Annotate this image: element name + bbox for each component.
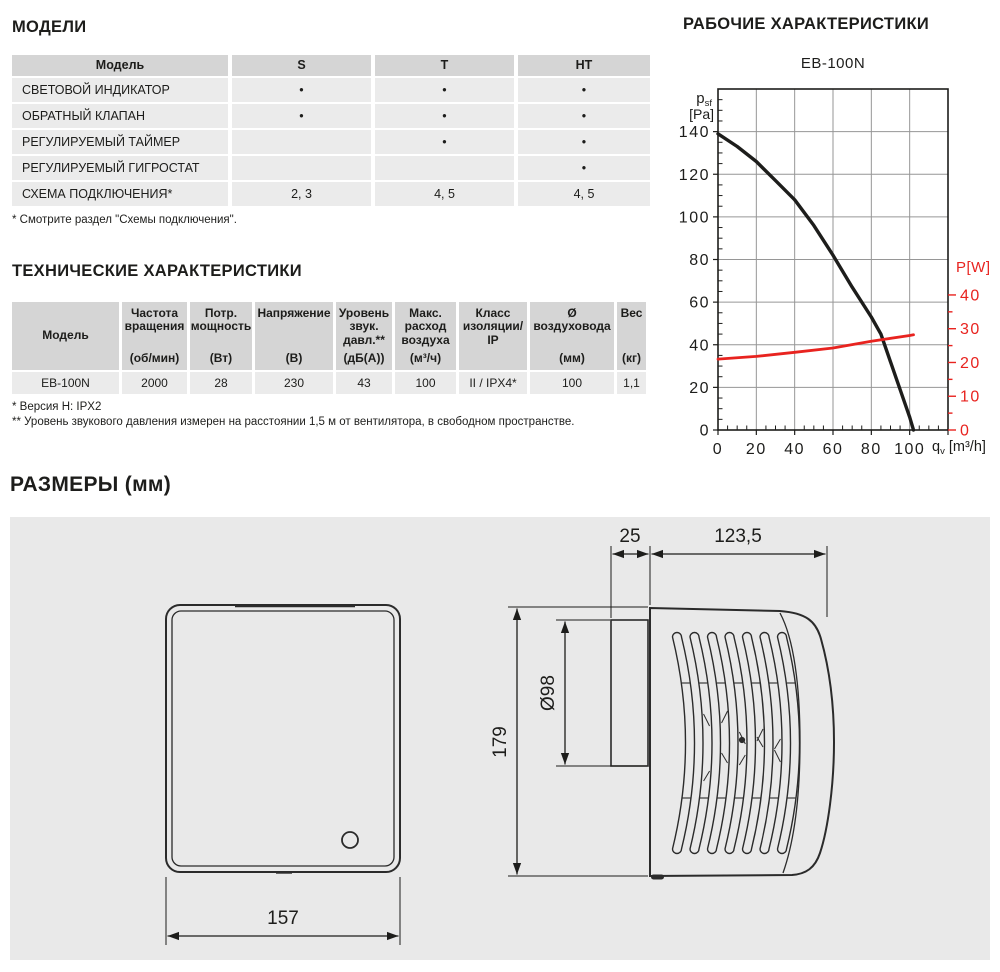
column-header: HT (518, 55, 650, 76)
dimension-label-duct-diameter: Ø98 (538, 675, 559, 711)
duct-spigot (611, 620, 648, 766)
column-header: Напряжение (В) (255, 302, 333, 370)
dimensions-panel (10, 517, 990, 960)
column-header: Вес (кг) (617, 302, 646, 370)
row-label: СХЕМА ПОДКЛЮЧЕНИЯ* (12, 182, 228, 206)
svg-text:20: 20 (960, 354, 981, 372)
column-header: Модель (12, 302, 119, 370)
table-cell (375, 156, 514, 180)
svg-text:60: 60 (822, 440, 844, 458)
table-cell (232, 130, 371, 154)
models-footnote: * Смотрите раздел "Схемы подключения". (12, 213, 237, 226)
column-header: Уровень звук. давл.** (дБ(А)) (336, 302, 392, 370)
dimension-label-body-depth: 123,5 (714, 526, 762, 547)
column-header: Частота вращения (об/мин) (122, 302, 187, 370)
performance-section (660, 16, 1000, 466)
dimension-height (508, 607, 648, 876)
table-cell: 100 (395, 372, 456, 394)
indicator-light (342, 832, 358, 848)
foot (651, 875, 664, 880)
table-cell: • (518, 156, 650, 180)
performance-chart (660, 46, 1000, 466)
column-header: Модель (12, 55, 228, 76)
table-cell: • (518, 78, 650, 102)
svg-text:0: 0 (699, 422, 710, 439)
table-cell: 230 (255, 372, 333, 394)
table-cell: 28 (190, 372, 252, 394)
svg-text:10: 10 (960, 388, 981, 406)
front-view (166, 605, 400, 873)
table-cell: 4, 5 (375, 182, 514, 206)
svg-text:qv [m³/h]: $q_v$ [m³/h] (932, 438, 986, 457)
table-cell (232, 156, 371, 180)
row-label: СВЕТОВОЙ ИНДИКАТОР (12, 78, 228, 102)
side-view (611, 608, 834, 880)
dimension-label-height: 179 (490, 726, 511, 758)
svg-text:40: 40 (689, 336, 710, 354)
svg-text:20: 20 (689, 379, 710, 397)
table-cell: • (232, 104, 371, 128)
column-header: Потр. мощность (Вт) (190, 302, 252, 370)
dimensions-section (10, 470, 990, 960)
svg-text:40: 40 (784, 440, 806, 458)
dimensions-drawing (10, 517, 990, 960)
tech-footnote: ** Уровень звукового давления измерен на расстоянии 1,5 м от вентилятора, в свободном пространстве. (12, 416, 575, 429)
row-label: ОБРАТНЫЙ КЛАПАН (12, 104, 228, 128)
row-label: РЕГУЛИРУЕМЫЙ ТАЙМЕР (12, 130, 228, 154)
svg-text:100: 100 (894, 440, 926, 458)
svg-text:EB-100N: EB-100N (800, 54, 866, 72)
tech-table (12, 302, 648, 394)
table-cell-model: EB-100N (12, 372, 119, 394)
svg-text:80: 80 (860, 440, 882, 458)
models-table (12, 55, 650, 206)
grille (673, 633, 800, 854)
table-cell: • (518, 104, 650, 128)
dimension-label-spigot: 25 (619, 526, 641, 547)
svg-text:140: 140 (678, 123, 710, 141)
svg-text:30: 30 (960, 320, 981, 338)
tech-heading: ТЕХНИЧЕСКИЕ ХАРАКТЕРИСТИКИ (12, 262, 302, 280)
table-cell: • (518, 130, 650, 154)
svg-text:80: 80 (689, 251, 710, 269)
dimension-body-depth (652, 546, 828, 617)
svg-text:0: 0 (712, 440, 724, 458)
svg-text:[Pa]: [Pa] (689, 105, 714, 122)
table-cell: 43 (336, 372, 392, 394)
table-cell: 1,1 (617, 372, 646, 394)
svg-text:20: 20 (745, 440, 767, 458)
table-cell: • (375, 78, 514, 102)
svg-text:40: 40 (960, 286, 981, 304)
column-header: Класс изоляции/ IP (459, 302, 527, 370)
dimensions-heading: РАЗМЕРЫ (мм) (10, 473, 172, 496)
tech-footnote: * Версия H: IPX2 (12, 400, 102, 413)
table-cell: 4, 5 (518, 182, 650, 206)
svg-text:100: 100 (678, 208, 710, 226)
table-cell: 2000 (122, 372, 187, 394)
svg-text:P[W]: P[W] (956, 258, 991, 276)
tech-footnotes (12, 400, 648, 431)
table-cell: • (375, 104, 514, 128)
svg-text:60: 60 (689, 294, 710, 312)
fan-hub-dot (739, 737, 744, 742)
performance-heading: РАБОЧИЕ ХАРАКТЕРИСТИКИ (683, 15, 930, 33)
dimension-duct-diameter (556, 620, 647, 766)
svg-text:120: 120 (678, 166, 710, 184)
models-heading: МОДЕЛИ (12, 18, 87, 36)
models-section (12, 14, 650, 228)
table-cell: II / IPX4* (459, 372, 527, 394)
column-header: Макс. расход воздуха (м³/ч) (395, 302, 456, 370)
svg-text:psf: $p_{sf}$ (696, 89, 712, 109)
dimension-label-front-width: 157 (267, 908, 299, 929)
svg-text:0: 0 (960, 422, 971, 439)
column-header: Ø воздуховода (мм) (530, 302, 614, 370)
column-header: T (375, 55, 514, 76)
table-cell: 100 (530, 372, 614, 394)
column-header: S (232, 55, 371, 76)
table-cell: 2, 3 (232, 182, 371, 206)
table-cell: • (375, 130, 514, 154)
row-label: РЕГУЛИРУЕМЫЙ ГИГРОСТАТ (12, 156, 228, 180)
tech-section (12, 258, 648, 431)
table-cell: • (232, 78, 371, 102)
